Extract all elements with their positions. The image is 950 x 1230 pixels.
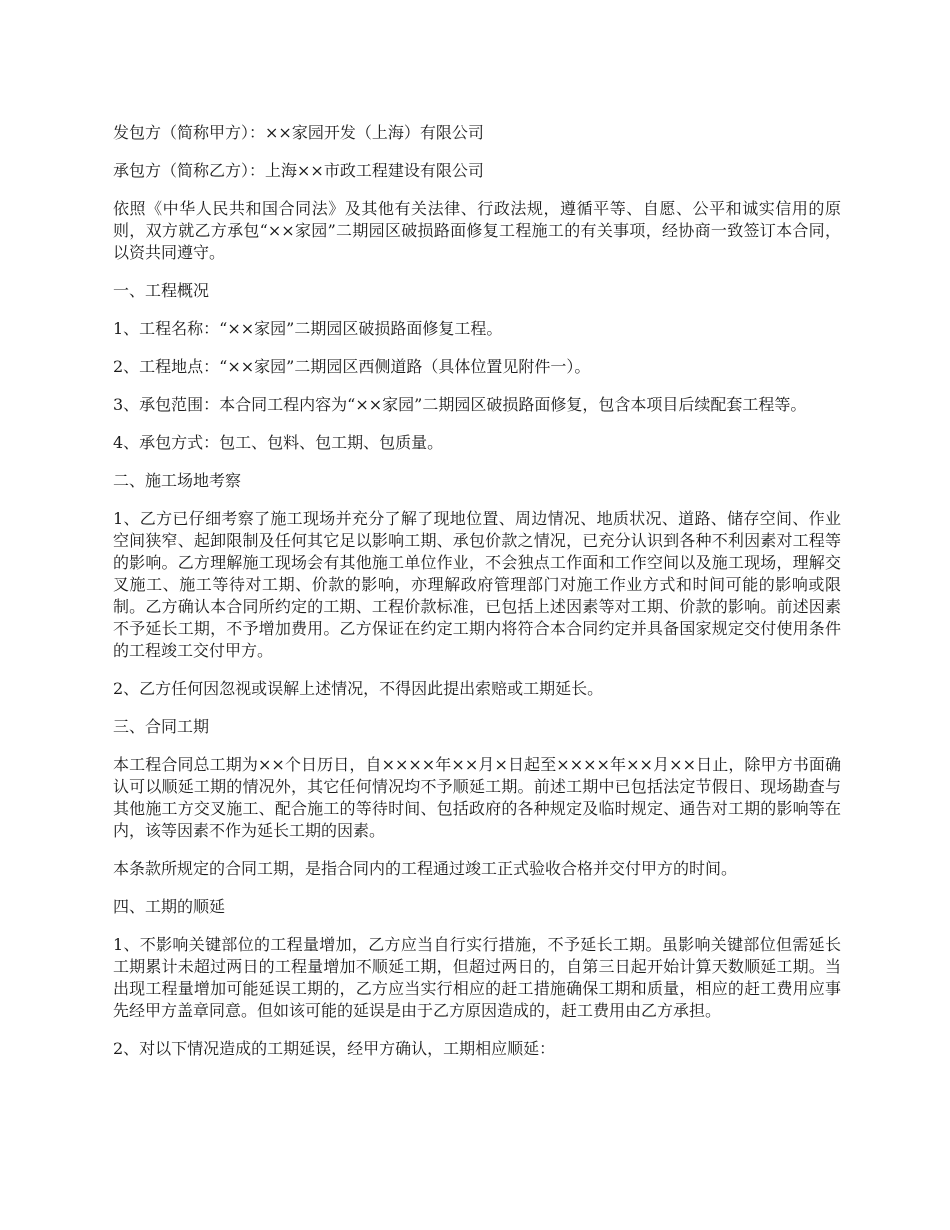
clause-contract-period-2: 本条款所规定的合同工期，是指合同内的工程通过竣工正式验收合格并交付甲方的时间。 xyxy=(113,859,738,878)
party-b-line: 承包方（简称乙方）：上海××市政工程建设有限公司 xyxy=(113,161,484,180)
clause-site-inspection-2: 2、乙方任何因忽视或误解上述情况，不得因此提出索赔或工期延长。 xyxy=(113,679,604,698)
section-heading-project-overview: 一、工程概况 xyxy=(113,281,210,300)
clause-period-extension-2: 2、对以下情况造成的工期延误，经甲方确认，工期相应顺延： xyxy=(113,1039,556,1058)
preamble-paragraph: 依照《中华人民共和国合同法》及其他有关法律、行政法规，遵循平等、自愿、公平和诚实信用的原则，双方就乙方承包“××家园”二期园区破损路面修复工程施工的有关事项，经协商一致签订本合同，以资共同遵守。 xyxy=(113,199,841,262)
section-heading-period-extension: 四、工期的顺延 xyxy=(113,897,226,916)
clause-project-location: 2、工程地点：“××家园”二期园区西侧道路（具体位置见附件一）。 xyxy=(113,357,591,376)
clause-project-name: 1、工程名称：“××家园”二期园区破损路面修复工程。 xyxy=(113,319,503,338)
clause-site-inspection-1: 1、乙方已仔细考察了施工现场并充分了解了现地位置、周边情况、地质状况、道路、储存空间、作业空间狭窄、起卸限制及任何其它足以影响工期、承包价款之情况，已充分认识到各种不利因素对工程等的影响。乙方理解施工现场会有其他施工单位作业，不会独点工作面和工作空间以及施工现场，理解交叉施工、施工等待对工期、价款的影响，亦理解政府管理部门对施工作业方式和时间可能的影响或限制。乙方确认本合同所约定的工期、工程价款标准，已包括上述因素等对工期、价款的影响。前述因素不予延长工期，不予增加费用。乙方保证在约定工期内将符合本合同约定并具备国家规定交付使用条件的工程竣工交付甲方。 xyxy=(113,509,841,660)
clause-contract-period-1: 本工程合同总工期为××个日历日，自××××年××月×日起至××××年××月××日止，除甲方书面确认可以顺延工期的情况外，其它任何情况均不予顺延工期。前述工期中已包括法定节假日、现场勘查与其他施工方交叉施工、配合施工的等待时间、包括政府的各种规定及临时规定、通告对工期的影响等在内，该等因素不作为延长工期的因素。 xyxy=(113,755,841,840)
contract-document xyxy=(113,122,841,1076)
clause-period-extension-1: 1、不影响关键部位的工程量增加，乙方应当自行实行措施，不予延长工期。虽影响关键部位但需延长工期累计未超过两日的工程量增加不顺延工期，但超过两日的，自第三日起开始计算天数顺延工期。当出现工程量增加可能延误工期的，乙方应当实行相应的赶工措施确保工期和质量，相应的赶工费用应事先经甲方盖章同意。但如该可能的延误是由于乙方原因造成的，赶工费用由乙方承担。 xyxy=(113,935,841,1020)
section-heading-contract-period: 三、合同工期 xyxy=(113,717,210,736)
party-a-line: 发包方（简称甲方）：××家园开发（上海）有限公司 xyxy=(113,123,484,142)
clause-contract-scope: 3、承包范围：本合同工程内容为“××家园”二期园区破损路面修复，包含本项目后续配套工程等。 xyxy=(113,395,807,414)
clause-contract-method: 4、承包方式：包工、包料、包工期、包质量。 xyxy=(113,433,444,452)
section-heading-site-inspection: 二、施工场地考察 xyxy=(113,471,242,490)
